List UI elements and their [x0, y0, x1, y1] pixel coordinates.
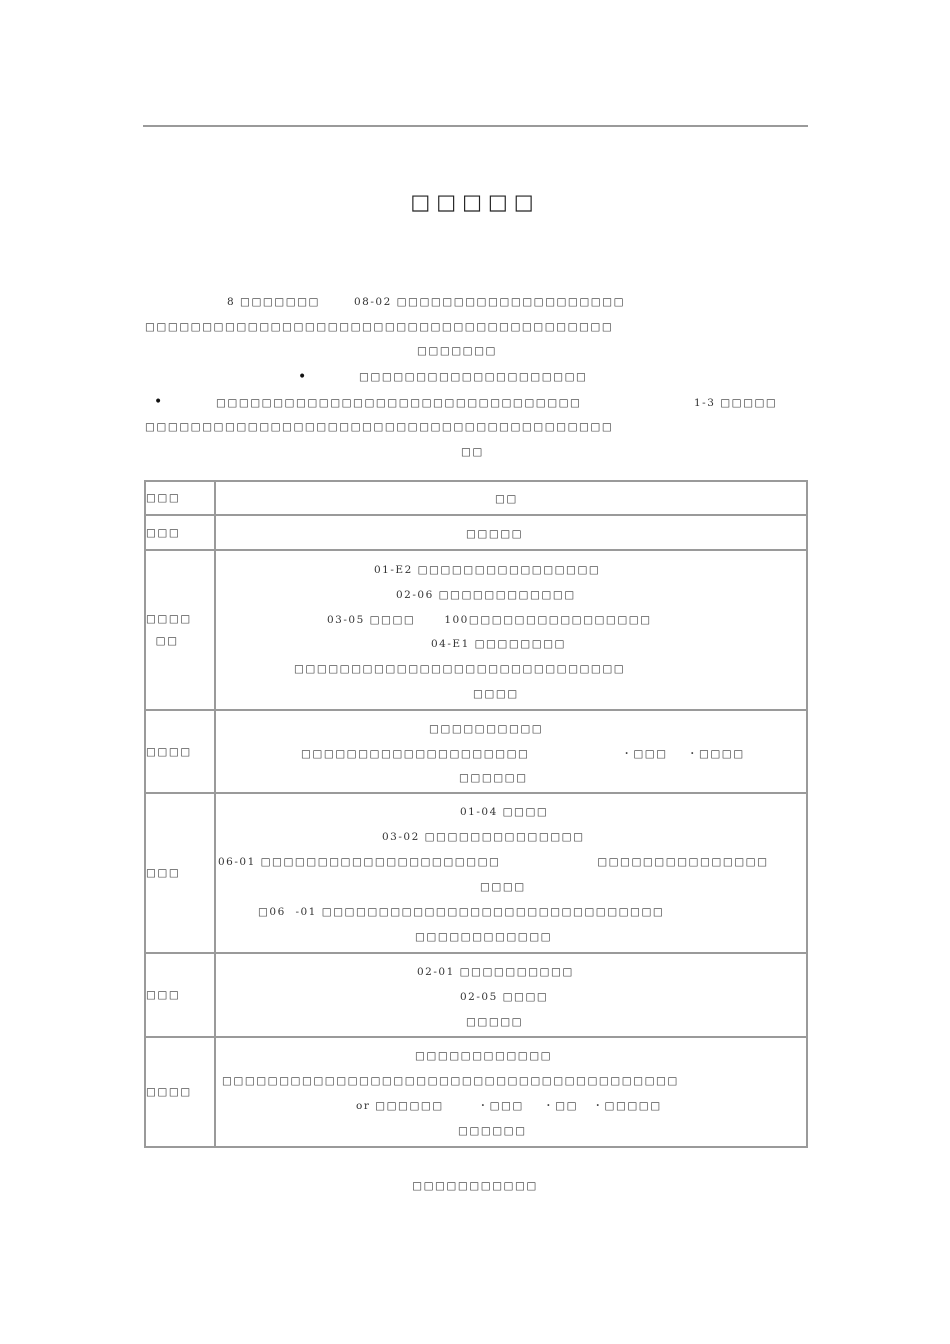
row-line: □□□□□□□□□□□□ [415, 1050, 553, 1062]
row-line: □□□□□ [466, 528, 524, 540]
row-line: □□□□□ [466, 1016, 524, 1028]
table-row [145, 710, 807, 793]
row-value [215, 953, 807, 1037]
document-title: □□□□□ [410, 190, 540, 214]
row-line: □□□□ [473, 688, 519, 700]
top-rule [143, 125, 808, 127]
table-row [145, 550, 807, 710]
row-key: □□□ [145, 481, 215, 515]
row-line: 03-02 □□□□□□□□□□□□□□ [382, 831, 585, 843]
footer-text: □□□□□□□□□□□ [412, 1180, 538, 1192]
row-line: 02-06 □□□□□□□□□□□□ [396, 589, 576, 601]
row-key: □□□ [145, 515, 215, 550]
intro-bullet1: □□□□□□□□□□□□□□□□□□□□ [359, 371, 588, 383]
row-value [215, 515, 807, 550]
row-value [215, 710, 807, 793]
intro-bullet2-b: 1-3 □□□□□ [694, 397, 778, 409]
row-line: □□ [495, 493, 518, 505]
row-key: □□□ [145, 953, 215, 1037]
row-line: □□□□□□ [459, 772, 528, 784]
content-table [144, 480, 808, 1148]
row-value [215, 550, 807, 710]
table-row [145, 1037, 807, 1147]
row-line: □□□□□□□□□□□□ [415, 931, 553, 943]
row-key: □□□□ [145, 1037, 215, 1147]
row-line: □□□□ [480, 881, 526, 893]
row-line: 04-E1 □□□□□□□□ [431, 638, 566, 650]
table-row [145, 793, 807, 953]
row-line: or □□□□□□ ・□□□ ・□□ ・□□□□□ [356, 1100, 662, 1112]
row-line: 01-E2 □□□□□□□□□□□□□□□□ [374, 564, 601, 576]
intro-bullet2-a: □□□□□□□□□□□□□□□□□□□□□□□□□□□□□□□□ [216, 397, 582, 409]
row-line: □□□□□□ [458, 1125, 527, 1137]
intro-line7: □□ [461, 446, 484, 458]
table-row [145, 953, 807, 1037]
row-key: □□□□ □□ [145, 550, 215, 710]
intro-line1-a: 8 □□□□□□□ [227, 296, 320, 308]
row-key: □□□ [145, 793, 215, 953]
row-line: 02-05 □□□□ [460, 991, 549, 1003]
row-line: □□□□□□□□□□□□□□□□□□□□□□□□□□□□□ [294, 663, 626, 675]
intro-line2: □□□□□□□□□□□□□□□□□□□□□□□□□□□□□□□□□□□□□□□□□ [145, 321, 614, 333]
row-line: 01-04 □□□□ [460, 806, 549, 818]
bullet-icon: • [154, 394, 163, 410]
row-line: □□□□□□□□□□□□□□□□□□□□ ・□□□ ・□□□□ [301, 748, 745, 760]
row-key: □□□□ [145, 710, 215, 793]
row-line: □□□□□□□□□□□□□□□□□□□□□□□□□□□□□□□□□□□□□□□□ [222, 1075, 679, 1087]
intro-line6: □□□□□□□□□□□□□□□□□□□□□□□□□□□□□□□□□□□□□□□□□ [145, 421, 614, 433]
row-line: 03-05 □□□□ 100□□□□□□□□□□□□□□□□ [327, 614, 652, 626]
row-line: 02-01 □□□□□□□□□□ [417, 966, 574, 978]
table-row [145, 481, 807, 515]
intro-line3: □□□□□□□ [417, 345, 497, 357]
row-line: □06 -01 □□□□□□□□□□□□□□□□□□□□□□□□□□□□□□ [258, 906, 665, 918]
row-line: 06-01 □□□□□□□□□□□□□□□□□□□□□ □□□□□□□□□□□□□□□ [218, 856, 769, 868]
row-value [215, 481, 807, 515]
row-value [215, 1037, 807, 1147]
table-row [145, 515, 807, 550]
row-value [215, 793, 807, 953]
intro-line1-b: 08-02 □□□□□□□□□□□□□□□□□□□□ [354, 296, 626, 308]
bullet-icon: • [298, 369, 307, 385]
row-line: □□□□□□□□□□ [429, 723, 544, 735]
